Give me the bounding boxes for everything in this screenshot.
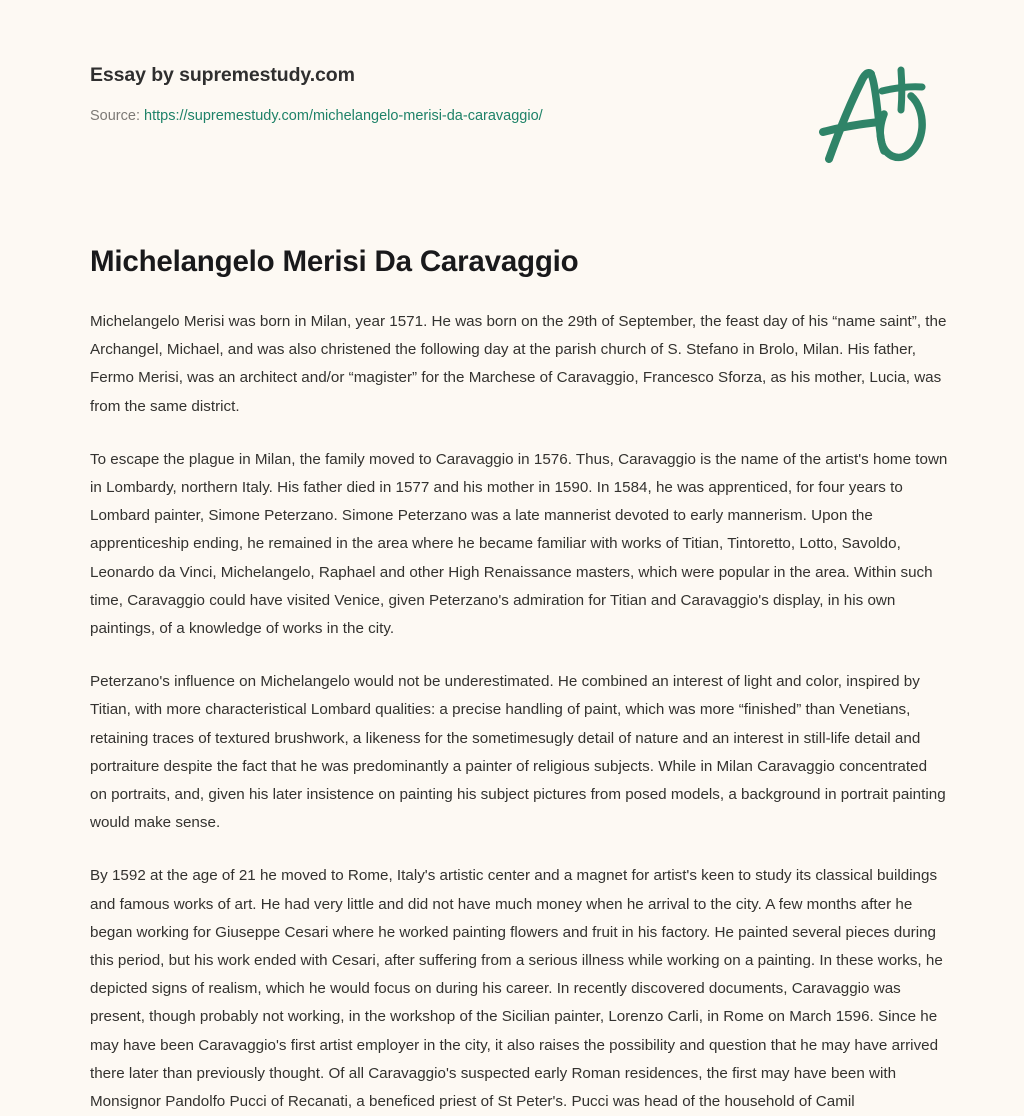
article-body bbox=[90, 308, 948, 1116]
paragraph: Peterzano's influence on Michelangelo would not be underestimated. He combined an interest of light and color, inspired by Titian, with more characteristical Lombard qualities: a precise handling of paint, which was more “finished” than Venetians, retaining traces of textured brushwork, a likeness for the sometimesugly detail of nature and an interest in still-life detail and portraiture despite the fact that he was predominantly a painter of religious subjects. While in Milan Caravaggio concentrated on portraits, and, given his later insistence on painting his subject pictures from posed models, a background in portrait painting would make sense. bbox=[90, 673, 946, 832]
paragraph: Michelangelo Merisi was born in Milan, year 1571. He was born on the 29th of September, the feast day of his “name saint”, the Archangel, Michael, and was also christened the following day at the parish church of S. Stefano in Brolo, Milan. His father, Fermo Merisi, was an architect and/or “magister” for the Marchese of Caravaggio, Francesco Sforza, as his mother, Lucia, was from the same district. bbox=[90, 313, 947, 415]
paragraph: To escape the plague in Milan, the family moved to Caravaggio in 1576. Thus, Caravaggio is the name of the artist's home town in Lombardy, northern Italy. His father died in 1577 and his mother in 1590. In 1584, he was apprenticed, for four years to Lombard painter, Simone Peterzano. Simone Peterzano was a late mannerist devoted to early mannerism. Upon the apprenticeship ending, he remained in the area where he became familiar with works of Titian, Tintoretto, Lotto, Savoldo, Leonardo da Vinci, Michelangelo, Raphael and other High Renaissance masters, which were popular in the area. Within such time, Caravaggio could have visited Venice, given Peterzano's admiration for Titian and Caravaggio's display, in his own paintings, of a knowledge of works in the city. bbox=[90, 450, 948, 638]
essay-byline: Essay by supremestudy.com bbox=[90, 64, 355, 86]
page-header bbox=[90, 62, 790, 126]
source-url-link[interactable]: https://supremestudy.com/michelangelo-merisi-da-caravaggio/ bbox=[144, 108, 543, 124]
paragraph: By 1592 at the age of 21 he moved to Rome, Italy's artistic center and a magnet for artist's keen to study its classical buildings and famous works of art. He had very little and did not have much money when he arrival to the city. A few months after he began working for Giuseppe Cesari where he worked painting flowers and fruit in his factory. He painted several pieces during this period, but his work ended with Cesari, after suffering from a serious illness while working on a painting. In these works, he depicted signs of realism, which he would focus on during his career. In recently discovered documents, Caravaggio was present, though probably not working, in the workshop of the Sicilian painter, Lorenzo Carli, in Rome on March 1596. Since he may have been Caravaggio's first artist employer in the city, it also raises the possibility and question that he may have arrived there later than previously thought. Of all Caravaggio's suspected early Roman residences, the first may have been with Monsignor Pandolfo Pucci of Recanati, a beneficed priest of St Peter's. Pucci was head of the household of Camil bbox=[90, 867, 943, 1111]
source-label: Source: bbox=[90, 108, 140, 124]
a-plus-logo[interactable] bbox=[812, 58, 942, 170]
source-line bbox=[90, 106, 790, 126]
page-title: Michelangelo Merisi Da Caravaggio bbox=[90, 245, 579, 278]
a-plus-logo-icon bbox=[812, 58, 942, 170]
